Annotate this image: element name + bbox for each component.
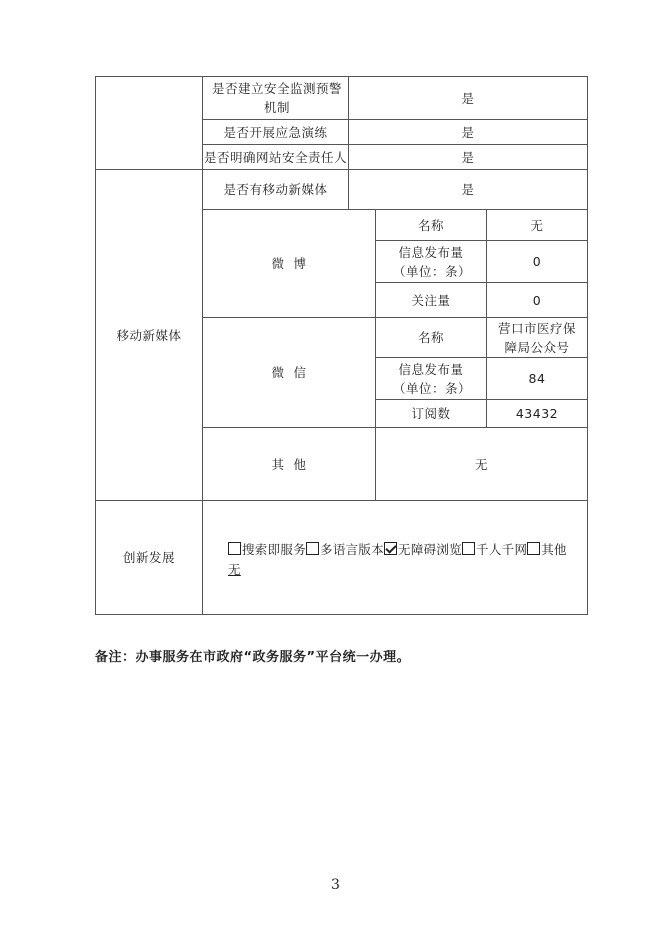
wechat-name-label: 名称 xyxy=(417,330,444,345)
wechat-subscribers-label: 订阅数 xyxy=(411,406,451,421)
weibo-followers-value: 0 xyxy=(532,292,542,308)
wechat-posts-label: 信息发布量（单位：条） xyxy=(393,361,472,396)
innovation-options xyxy=(228,540,588,580)
has-media-label: 是否有移动新媒体 xyxy=(223,182,328,197)
option-label: 搜索即服务 xyxy=(242,542,307,557)
checkbox-icon[interactable] xyxy=(462,542,475,555)
weibo-posts-label: 信息发布量（单位：条） xyxy=(393,244,472,279)
weibo-name-value: 无 xyxy=(530,217,544,233)
option-label: 多语言版本 xyxy=(320,542,385,557)
option-label: 千人千网 xyxy=(476,542,528,557)
option-accessibility[interactable] xyxy=(384,542,462,557)
innovation-other-value: 无 xyxy=(228,562,241,577)
wechat-posts-value: 84 xyxy=(528,371,546,386)
checkbox-icon[interactable] xyxy=(228,542,241,555)
warning-value: 是 xyxy=(461,90,475,106)
checkbox-icon[interactable] xyxy=(306,542,319,555)
innovation-label: 创新发展 xyxy=(122,550,175,565)
footnote: 备注：办事服务在市政府“政务服务”平台统一办理。 xyxy=(95,650,411,665)
wechat-name-value: 营口市医疗保障局公众号 xyxy=(497,320,576,355)
option-personalized[interactable] xyxy=(462,542,527,557)
media-section-label: 移动新媒体 xyxy=(116,327,182,343)
other-media-value: 无 xyxy=(474,456,488,472)
wechat-label: 微 信 xyxy=(271,365,307,380)
drill-value: 是 xyxy=(461,124,475,140)
wechat-subscribers-value: 43432 xyxy=(515,406,559,421)
option-label: 其他 xyxy=(541,542,567,557)
responsible-label: 是否明确网站安全责任人 xyxy=(203,149,347,165)
option-search-as-service[interactable] xyxy=(228,542,306,557)
checked-checkbox-icon[interactable] xyxy=(384,542,397,555)
drill-label: 是否开展应急演练 xyxy=(223,124,328,140)
other-media-label: 其 他 xyxy=(271,456,307,472)
option-other[interactable] xyxy=(527,542,567,557)
weibo-posts-value: 0 xyxy=(532,254,542,269)
weibo-label: 微 博 xyxy=(271,256,307,271)
has-media-value: 是 xyxy=(461,182,475,197)
option-label: 无障碍浏览 xyxy=(398,542,463,557)
responsible-value: 是 xyxy=(461,149,475,165)
weibo-name-label: 名称 xyxy=(417,217,444,233)
option-multilingual[interactable] xyxy=(306,542,384,557)
page-number: 3 xyxy=(331,877,340,893)
checkbox-icon[interactable] xyxy=(527,542,540,555)
warning-label: 是否建立安全监测预警机制 xyxy=(212,81,343,115)
weibo-followers-label: 关注量 xyxy=(411,292,451,308)
